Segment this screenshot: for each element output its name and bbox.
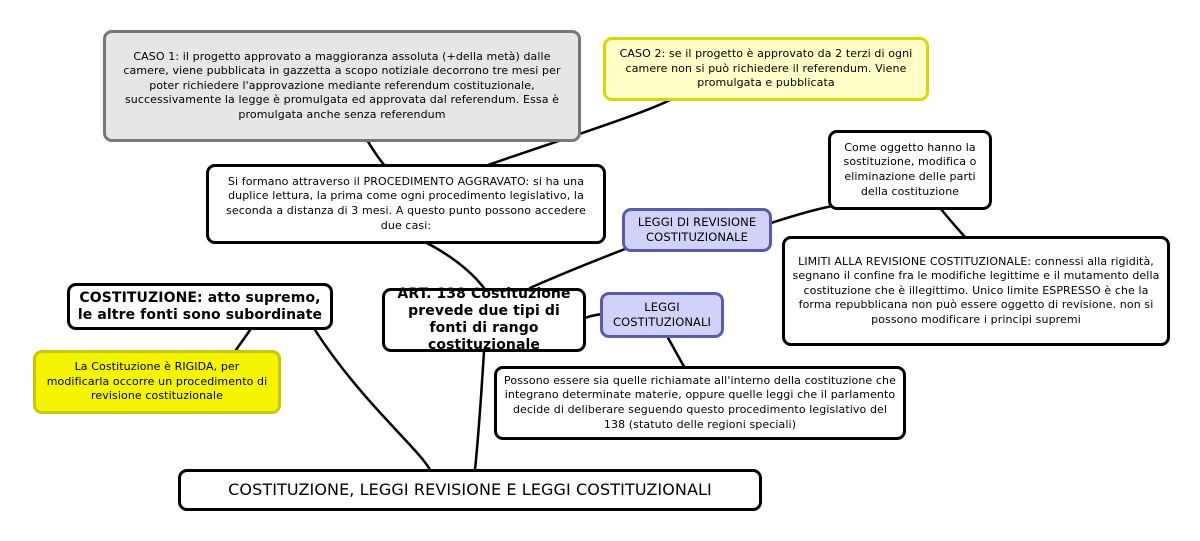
procedimento-text: Si formano attraverso il PROCEDIMENTO AGGRAVATO: si ha una duplice lettura, la prima come ogni procedimento legislativo, la seconda a distanza di 3 mesi. A questo punto possono accedere due casi: xyxy=(226,174,586,232)
root-title: COSTITUZIONE, LEGGI REVISIONE E LEGGI COSTITUZIONALI xyxy=(228,480,712,499)
link-procedimento-caso1 xyxy=(367,140,385,166)
oggetto-node xyxy=(828,130,992,210)
link-art138-procedimento xyxy=(425,242,484,288)
leggi-costituzionali-node xyxy=(600,292,724,338)
limiti-text: LIMITI ALLA REVISIONE COSTITUZIONALE: connessi alla rigidità, segnano il confine fra le modifiche legittime e il mutamento della costituzione che è illegittimo. Unico limite ESPRESSO è che la forma repubblicana non può essere oggetto di revisione. non si possono modificare i principi supremi xyxy=(792,254,1160,326)
possono-text: Possono essere sia quelle richiamate all'interno della costituzione che integrano determinate materie, oppure quelle leggi che il parlamento decide di deliberare seguendo questo procedimento legislativo del 138 (statuto delle regioni speciali) xyxy=(504,373,896,431)
costituzione-text: COSTITUZIONE: atto supremo, le altre fonti sono subordinate xyxy=(77,289,323,323)
possono-node xyxy=(494,366,906,440)
costituzione-node xyxy=(67,283,333,330)
leggi-revisione-node xyxy=(622,208,772,252)
leggi-costituzionali-text: LEGGI COSTITUZIONALI xyxy=(612,300,712,329)
link-leggicost-possono xyxy=(668,338,685,368)
link-art138-revisione xyxy=(530,245,635,288)
rigida-text: La Costituzione è RIGIDA, per modificarla occorre un procedimento di revisione costituzionale xyxy=(46,360,268,403)
limiti-node xyxy=(782,236,1170,346)
root-node xyxy=(178,469,762,511)
art138-text: ART. 138 Costituzione prevede due tipi di fonti di rango costituzionale xyxy=(397,286,571,353)
rigida-node xyxy=(33,350,281,414)
link-root-art138 xyxy=(475,352,484,470)
link-revisione-oggetto xyxy=(765,205,838,225)
caso2-node xyxy=(603,37,929,101)
caso2-text: CASO 2: se il progetto è approvato da 2 terzi di ogni camere non si può richiedere il referendum. Viene promulgata e pubblicata xyxy=(619,47,913,90)
caso1-text: CASO 1: il progetto approvato a maggioranza assoluta (+della metà) dalle camere, viene pubblicata in gazzetta a scopo notiziale decorrono tre mesi per poter richiedere l'approvazione mediante referendum costituzionale, successivamente la legge è promulgata ed approvata dal referendum. Essa è promulgata anche senza referendum xyxy=(123,49,561,121)
oggetto-text: Come oggetto hanno la sostituzione, modifica o eliminazione delle parti della costituzione xyxy=(843,140,977,198)
procedimento-node xyxy=(206,164,606,244)
leggi-revisione-text: LEGGI DI REVISIONE COSTITUZIONALE xyxy=(637,215,757,244)
caso1-node xyxy=(103,30,581,142)
art138-node xyxy=(382,288,586,352)
